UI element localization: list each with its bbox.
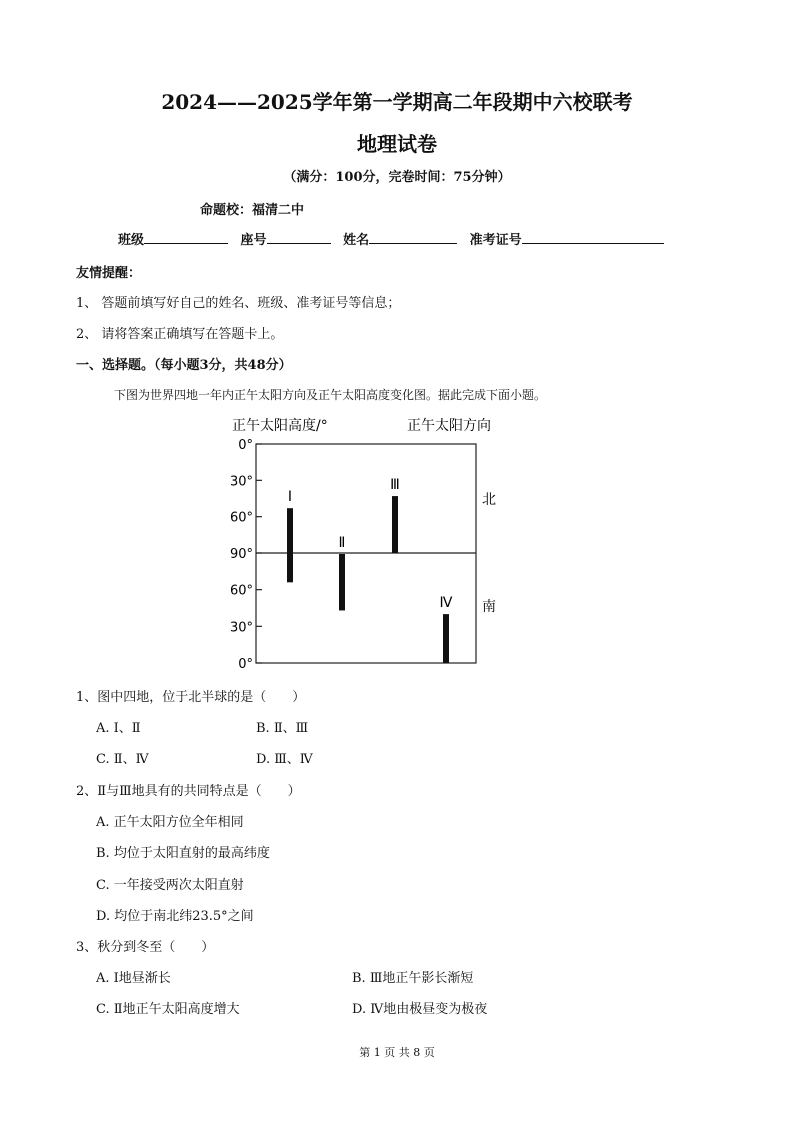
bar-3 [392, 496, 398, 553]
school-line: 命题校：福清二中 [200, 203, 305, 218]
student-fields [118, 229, 672, 248]
bar-label: Ⅳ [439, 595, 453, 612]
q3-option-c[interactable]: C. Ⅱ地正午太阳高度增大 [96, 1002, 240, 1017]
field-id-label: 准考证号 [469, 233, 522, 248]
q1-option-c[interactable]: C. Ⅱ、Ⅳ [96, 752, 149, 767]
q3-option-b[interactable]: B. Ⅲ地正午影长渐短 [352, 971, 474, 986]
bar-label: Ⅰ [287, 489, 293, 506]
q2-option-d[interactable]: D. 均位于南北纬23.5°之间 [96, 909, 254, 924]
sun-altitude-chart [220, 414, 520, 676]
direction-south-label: 南 [482, 599, 496, 615]
y-tick-label: 90° [229, 547, 253, 562]
bar-4 [443, 614, 449, 663]
q1-option-b[interactable]: B. Ⅱ、Ⅲ [256, 721, 309, 736]
y-tick-label: 0° [238, 438, 253, 453]
chart-title-right: 正午太阳方向 [407, 418, 491, 434]
question-3-stem: 3、秋分到冬至（ ） [76, 940, 215, 955]
y-tick-label: 30° [229, 474, 253, 490]
section-intro: 下图为世界四地一年内正午太阳方向及正午太阳高度变化图。据此完成下面小题。 [114, 388, 547, 402]
bar-1 [287, 508, 293, 582]
field-seat-blank[interactable] [267, 231, 331, 244]
reminder-item: 2、 请将答案正确填写在答题卡上。 [76, 327, 284, 342]
question-2-stem: 2、Ⅱ与Ⅲ地具有的共同特点是（ ） [76, 784, 301, 799]
q3-option-d[interactable]: D. Ⅳ地由极昼变为极夜 [352, 1002, 488, 1017]
q2-option-a[interactable]: A. 正午太阳方位全年相同 [96, 815, 244, 830]
field-id-blank[interactable] [522, 231, 664, 244]
page-footer: 第 1 页 共 8 页 [359, 1046, 435, 1059]
y-tick-label: 30° [229, 620, 253, 636]
bar-2 [339, 554, 345, 610]
q2-option-c[interactable]: C. 一年接受两次太阳直射 [96, 878, 244, 893]
exam-info: （满分：100分，完卷时间：75分钟） [283, 170, 511, 185]
field-name-label: 姓名 [343, 233, 370, 248]
field-class-blank[interactable] [144, 231, 228, 244]
q3-option-a[interactable]: A. Ⅰ地昼渐长 [96, 971, 171, 986]
q1-option-a[interactable]: A. Ⅰ、Ⅱ [96, 721, 141, 736]
direction-north-label: 北 [482, 492, 496, 508]
section-heading: 一、选择题。（每小题3分，共48分） [76, 358, 292, 373]
field-name-blank[interactable] [369, 231, 457, 244]
bar-label: Ⅲ [390, 477, 400, 494]
y-tick-label: 0° [238, 657, 253, 672]
field-class-label: 班级 [118, 233, 145, 248]
bar-label: Ⅱ [338, 535, 346, 551]
q2-option-b[interactable]: B. 均位于太阳直射的最高纬度 [96, 846, 270, 861]
subject-title: 地理试卷 [357, 132, 437, 156]
chart-title-left: 正午太阳高度/° [232, 418, 328, 434]
reminder-item: 1、 答题前填写好自己的姓名、班级、准考证号等信息； [76, 296, 401, 311]
y-tick-label: 60° [229, 510, 253, 526]
y-tick-label: 60° [229, 583, 253, 599]
q1-option-d[interactable]: D. Ⅲ、Ⅳ [256, 752, 313, 767]
question-1-stem: 1、图中四地，位于北半球的是（ ） [76, 690, 306, 705]
exam-title: 2024——2025学年第一学期高二年段期中六校联考 [161, 90, 633, 114]
field-seat-label: 座号 [240, 233, 267, 248]
reminder-title: 友情提醒： [76, 266, 142, 281]
